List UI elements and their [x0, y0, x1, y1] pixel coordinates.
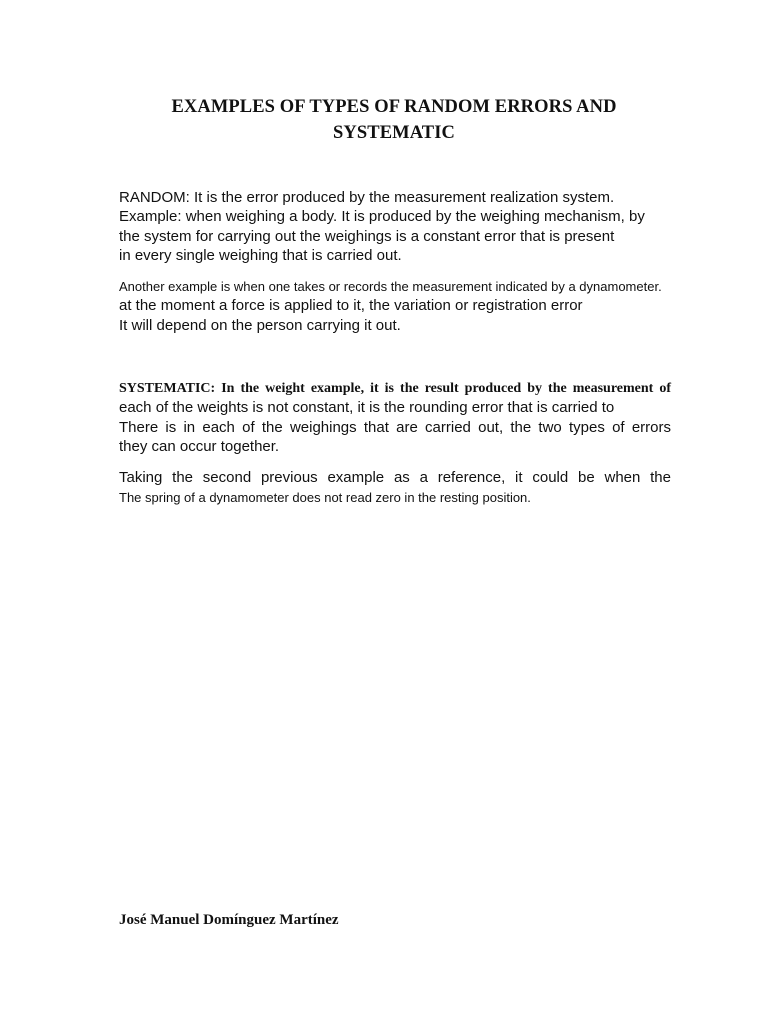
dynamometer-line-1: Another example is when one takes or records the measurement indicated by a dynamometer. — [119, 279, 662, 294]
second-example-line-1: Taking the second previous example as a reference, it could be when the — [119, 469, 671, 486]
dynamometer-line-2: at the moment a force is applied to it, the variation or registration error — [119, 297, 583, 314]
random-line-4: in every single weighing that is carried out. — [119, 247, 402, 264]
dynamometer-line-3: It will depend on the person carrying it out. — [119, 317, 401, 334]
document-title-line-1: EXAMPLES OF TYPES OF RANDOM ERRORS AND — [171, 97, 617, 117]
second-example-line-2: The spring of a dynamometer does not read zero in the resting position. — [119, 490, 531, 505]
random-line-2: Example: when weighing a body. It is produced by the weighing mechanism, by — [119, 208, 645, 225]
document-title-line-2: SYSTEMATIC — [333, 123, 455, 143]
author-signature: José Manuel Domínguez Martínez — [119, 912, 339, 928]
random-line-1: RANDOM: It is the error produced by the measurement realization system. — [119, 189, 615, 206]
random-line-3: the system for carrying out the weighings is a constant error that is present — [119, 228, 615, 245]
systematic-line-1: SYSTEMATIC: In the weight example, it is the result produced by the measurement of — [119, 381, 671, 396]
systematic-line-2: each of the weights is not constant, it is the rounding error that is carried to — [119, 399, 615, 416]
systematic-line-3: There is in each of the weighings that are carried out, the two types of errors — [119, 419, 671, 436]
systematic-line-4: they can occur together. — [119, 438, 280, 455]
